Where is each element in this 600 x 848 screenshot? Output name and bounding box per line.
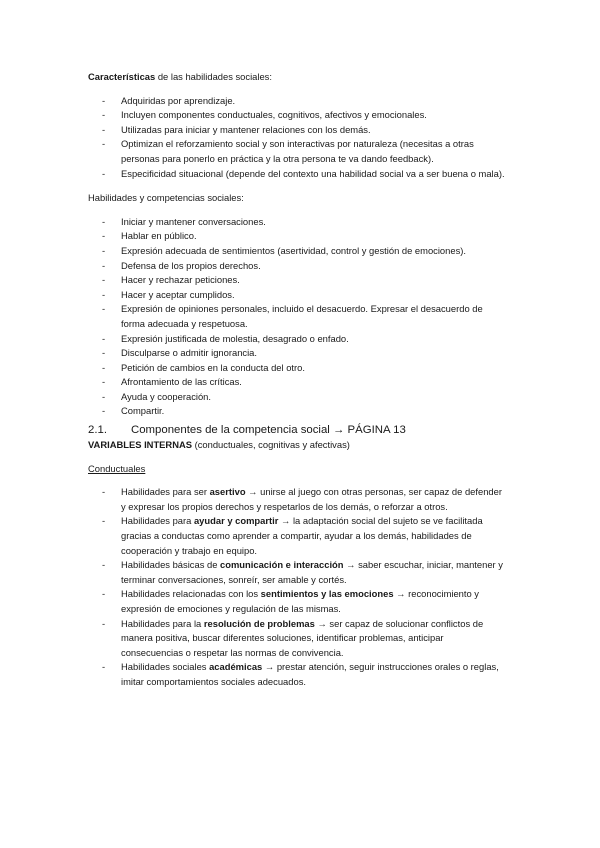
list-item: - Ayuda y cooperación. xyxy=(102,390,211,402)
skills-list xyxy=(88,215,508,419)
document-page xyxy=(88,70,508,690)
behavioral-subheading: Conductuales xyxy=(88,462,146,474)
characteristics-heading-rest: de las habilidades sociales: xyxy=(155,71,272,82)
variables-heading-rest: (conductuales, cognitivas y afectivas) xyxy=(192,439,350,451)
list-item: - Expresión justificada de molestia, desagrado o enfado. xyxy=(102,332,349,344)
list-item: - Habilidades relacionadas con los sentimientos y las emociones → reconocimiento y expresión de emociones y regulación de las mismas. xyxy=(102,588,479,614)
list-item: - Adquiridas por aprendizaje. xyxy=(102,94,236,106)
list-item: - Petición de cambios en la conducta del otro. xyxy=(102,361,305,373)
list-item: - Incluyen componentes conductuales, cognitivos, afectivos y emocionales. xyxy=(102,109,427,121)
list-item: - Hacer y rechazar peticiones. xyxy=(102,274,240,286)
list-item: - Compartir. xyxy=(102,405,165,417)
list-item: - Habilidades para ayudar y compartir → la adaptación social del sujeto se ve facilitada gracias a conductas como aprender a compartir, ayudar a los demás, habilidades de cooperación y trabajo en equipo. xyxy=(102,515,483,556)
list-item: - Iniciar y mantener conversaciones. xyxy=(102,215,266,227)
list-item: - Hablar en público. xyxy=(102,230,197,242)
characteristics-heading xyxy=(88,70,508,85)
variables-heading xyxy=(88,438,508,453)
list-item: - Hacer y aceptar cumplidos. xyxy=(102,288,235,300)
behavioral-list xyxy=(88,485,508,689)
list-item: - Expresión adecuada de sentimientos (asertividad, control y gestión de emociones). xyxy=(102,244,466,256)
list-item: - Defensa de los propios derechos. xyxy=(102,259,261,271)
list-item: - Utilizadas para iniciar y mantener relaciones con los demás. xyxy=(102,123,371,135)
characteristics-list xyxy=(88,94,508,182)
list-item: - Disculparse o admitir ignorancia. xyxy=(102,347,257,359)
list-item: - Habilidades para ser asertivo → unirse al juego con otras personas, ser capaz de defender y expresar los propios derechos y respetarlos de los demás, o reforzar a otros. xyxy=(102,486,502,512)
list-item: - Afrontamiento de las críticas. xyxy=(102,376,242,388)
section-title-text: Componentes de la competencia social → PÁGINA 13 xyxy=(131,424,406,437)
skills-heading: Habilidades y competencias sociales: xyxy=(88,192,244,204)
list-item: - Habilidades sociales académicas → prestar atención, seguir instrucciones orales o reglas, imitar comportamientos sociales adecuados. xyxy=(102,661,499,687)
list-item: - Especificidad situacional (depende del contexto una habilidad social va a ser buena o mala). xyxy=(102,167,505,179)
section-title xyxy=(88,423,508,438)
section-number: 2.1. xyxy=(88,424,107,437)
list-item: - Habilidades para la resolución de problemas → ser capaz de solucionar conflictos de manera positiva, buscar diferentes soluciones, identificar problemas, anticipar consecuencias o respetar las normas de convivencia. xyxy=(102,617,484,658)
list-item: - Expresión de opiniones personales, incluido el desacuerdo. Expresar el desacuerdo de forma adecuada y respetuosa. xyxy=(102,303,483,329)
variables-heading-bold: VARIABLES INTERNAS xyxy=(88,439,192,451)
list-item: - Optimizan el reforzamiento social y son interactivas por naturaleza (necesitas a otras personas para ponerlo en práctica y la otra persona te va dando feedback). xyxy=(102,138,474,164)
characteristics-heading-bold: Características xyxy=(88,71,156,82)
list-item: - Habilidades básicas de comunicación e interacción → saber escuchar, iniciar, mantener y terminar conversaciones, sonreír, ser amable y cortés. xyxy=(102,559,503,585)
